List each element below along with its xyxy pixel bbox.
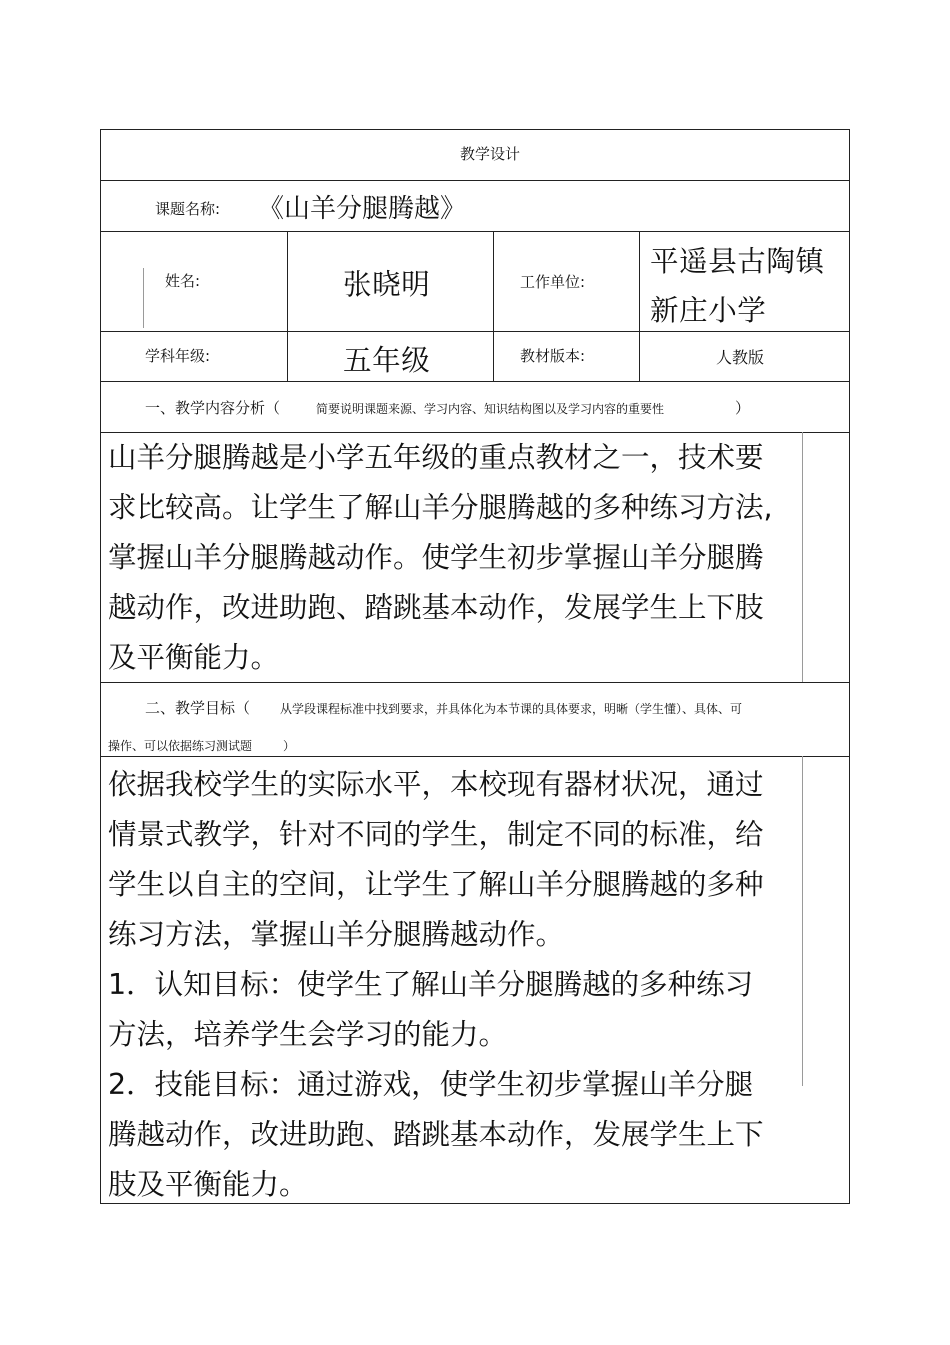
row-divider [100,381,850,382]
paragraph-line: 依据我校学生的实际水平，本校现有器材状况，通过 [108,768,764,801]
paragraph-line: 1．认知目标：使学生了解山羊分腿腾越的多种练习 [108,968,754,1001]
grade-value: 五年级 [343,344,431,377]
column-divider [493,231,494,381]
section1-body [108,433,808,683]
paragraph-line: 练习方法，掌握山羊分腿腾越动作。 [108,918,565,951]
unit-value-line2: 新庄小学 [650,294,767,327]
paragraph-line: 方法，培养学生会学习的能力。 [108,1018,508,1051]
unit-label: 工作单位: [520,273,586,291]
column-divider [287,231,288,381]
section2-body [108,760,808,1210]
unit-value-line1: 平遥县古陶镇 [650,245,825,278]
section2-hint-line1: 从学段课程标准中找到要求，并具体化为本节课的具体要求，明晰（学生懂）、具体、可 [280,702,743,716]
name-value: 张晓明 [343,268,431,301]
paragraph-line: 情景式教学，针对不同的学生，制定不同的标准，给 [108,818,764,851]
paragraph-line: 腾越动作，改进助跑、踏跳基本动作，发展学生上下 [108,1118,764,1151]
column-divider [639,231,640,381]
edition-value: 人教版 [716,348,765,367]
paragraph-line: 2．技能目标：通过游戏，使学生初步掌握山羊分腿 [108,1068,754,1101]
paragraph-line: 及平衡能力。 [108,641,280,674]
section2-hint-line2: 操作、可以依据练习测试题 [108,739,253,753]
topic-label: 课题名称: [155,200,221,218]
section1-hint: 简要说明课题来源、学习内容、知识结构图以及学习内容的重要性 [316,402,665,416]
document-title: 教学设计 [460,145,521,163]
paragraph-line: 学生以自主的空间，让学生了解山羊分腿腾越的多种 [108,868,764,901]
topic-value: 《山羊分腿腾越》 [258,194,467,224]
grade-label: 学科年级: [145,347,211,365]
section2-heading: 二、教学目标（ [145,699,251,717]
name-label: 姓名: [165,272,201,290]
paragraph-line: 越动作，改进助跑、踏跳基本动作，发展学生上下肢 [108,591,764,624]
scan-artifact-line [143,268,144,328]
paragraph-line: 肢及平衡能力。 [108,1168,308,1201]
row-divider [100,231,850,232]
paragraph-line: 求比较高。让学生了解山羊分腿腾越的多种练习方法, [108,491,773,524]
paragraph-line: 山羊分腿腾越是小学五年级的重点教材之一，技术要 [108,441,764,474]
row-divider [100,756,850,757]
row-divider [100,331,850,332]
row-divider [100,180,850,181]
section1-close: ） [735,399,751,417]
edition-label: 教材版本: [520,347,586,365]
section1-heading: 一、教学内容分析（ [145,399,281,417]
paragraph-line: 掌握山羊分腿腾越动作。使学生初步掌握山羊分腿腾 [108,541,764,574]
section2-close: ） [283,739,296,753]
